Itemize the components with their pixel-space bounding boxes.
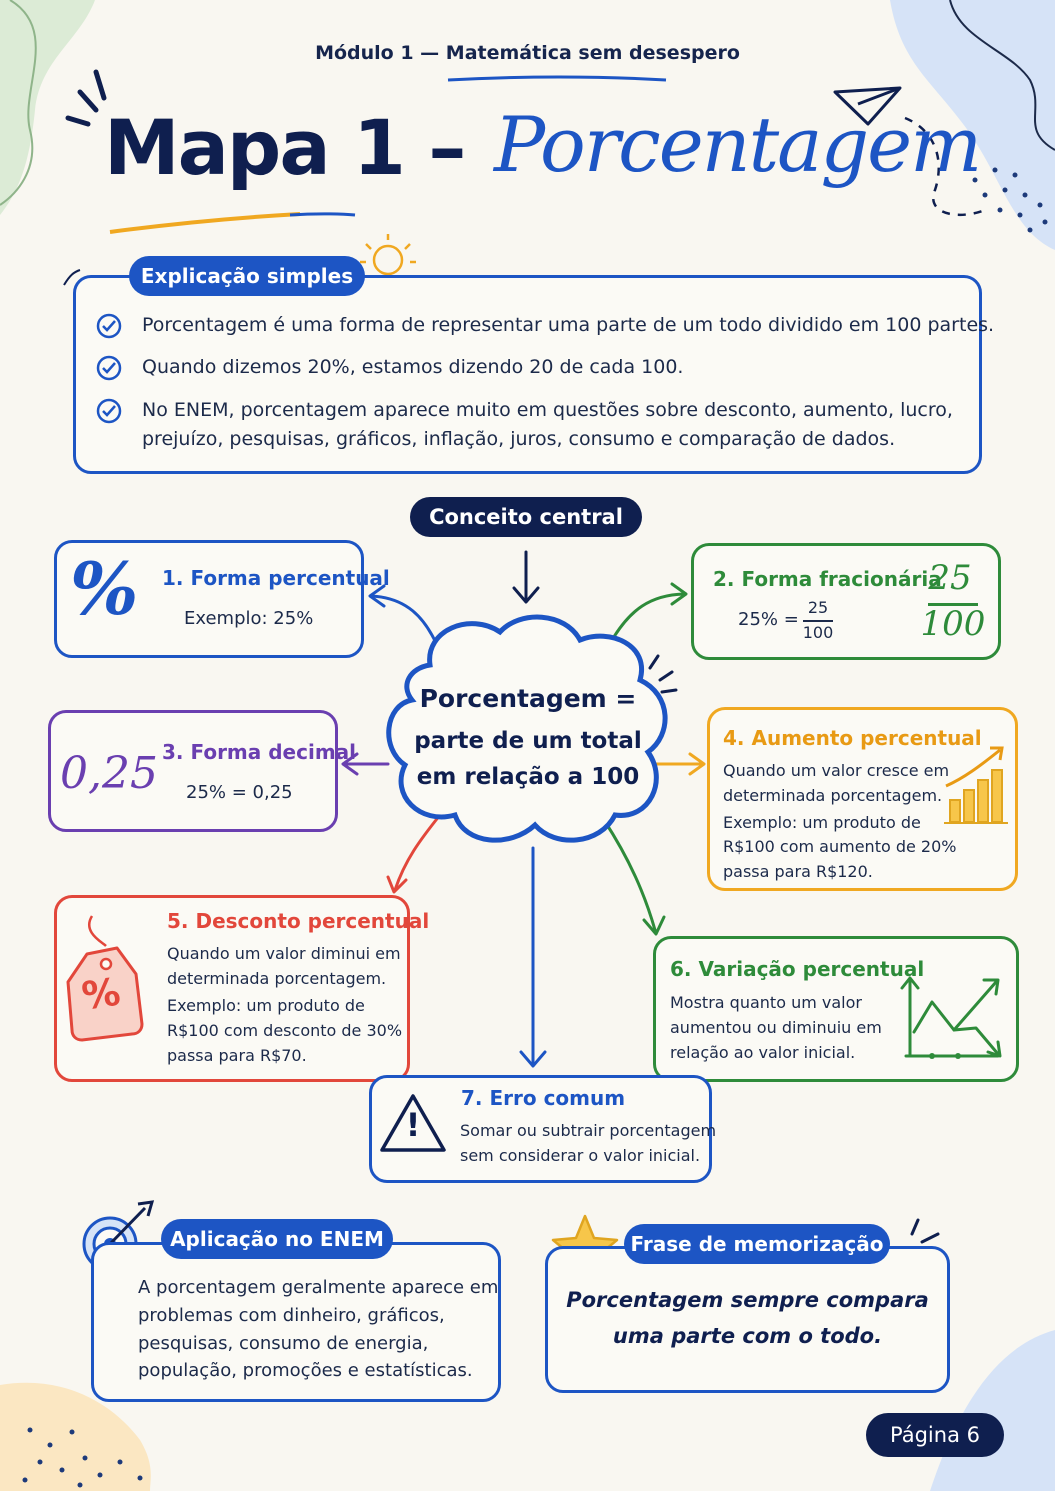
increase-line-4: R$100 com aumento de 20% (723, 837, 957, 856)
price-tag-percent: % (79, 969, 123, 1019)
check-icon (96, 355, 122, 381)
enem-label: Aplicação no ENEM (161, 1219, 393, 1259)
enem-line-2: problemas com dinheiro, gráficos, (138, 1305, 445, 1326)
line-chart-variation-icon (898, 970, 1008, 1062)
variation-line-1: Mostra quanto um valor (670, 993, 862, 1012)
bar-chart-increase-icon (940, 742, 1010, 826)
discount-line-5: passa para R$70. (167, 1046, 307, 1065)
explanation-item-3: No ENEM, porcentagem aparece muito em questões sobre desconto, aumento, lucro, (142, 399, 953, 421)
card-decimal-text: 25% = 0,25 (186, 782, 293, 803)
card-decimal-title: 3. Forma decimal (162, 740, 357, 764)
module-heading: Módulo 1 — Matemática sem desespero (315, 42, 740, 64)
card-variation-title: 6. Variação percentual (670, 957, 925, 981)
discount-line-3: Exemplo: um produto de (167, 996, 365, 1015)
discount-line-1: Quando um valor diminui em (167, 944, 401, 963)
increase-line-3: Exemplo: um produto de (723, 813, 921, 832)
fraction-bar (803, 620, 833, 622)
card-percent-text: Exemplo: 25% (184, 608, 314, 629)
memorization-label: Frase de memorização (624, 1224, 890, 1264)
central-concept-label: Conceito central (410, 497, 642, 537)
big-fraction-numerator: 25 (928, 558, 972, 598)
fraction-denominator: 100 (802, 623, 834, 642)
fraction-eq-left: 25% = (738, 609, 799, 630)
explanation-item-1: Porcentagem é uma forma de representar uma parte de um todo dividido em 100 partes. (142, 314, 995, 336)
memorization-line-1: Porcentagem sempre compara (566, 1288, 929, 1312)
fraction-numerator: 25 (807, 598, 829, 617)
variation-line-3: relação ao valor inicial. (670, 1043, 856, 1062)
card-increase-title: 4. Aumento percentual (723, 726, 982, 750)
memorization-box (545, 1246, 950, 1393)
explanation-item-3-cont: prejuízo, pesquisas, gráficos, inflação, juros, consumo e comparação de dados. (142, 428, 896, 450)
page-number-badge: Página 6 (866, 1413, 1004, 1457)
card-fraction-title: 2. Forma fracionária (713, 567, 942, 591)
error-line-1: Somar ou subtrair porcentagem (460, 1121, 717, 1140)
variation-line-2: aumentou ou diminuiu em (670, 1018, 882, 1037)
check-icon (96, 313, 122, 339)
discount-line-2: determinada porcentagem. (167, 969, 387, 988)
page-title-main: Mapa 1 – (104, 103, 465, 192)
discount-line-4: R$100 com desconto de 30% (167, 1021, 403, 1040)
increase-line-5: passa para R$120. (723, 862, 873, 881)
memorization-line-2: uma parte com o todo. (612, 1324, 883, 1348)
enem-line-3: pesquisas, consumo de energia, (138, 1333, 429, 1354)
cloud-line-2: parte de um total (414, 728, 642, 754)
error-line-2: sem considerar o valor inicial. (460, 1146, 701, 1165)
cloud-line-3: em relação a 100 (416, 764, 640, 790)
explanation-label: Explicação simples (129, 256, 365, 296)
check-icon (96, 398, 122, 424)
enem-line-4: população, promoções e estatísticas. (138, 1360, 473, 1381)
warning-mark: ! (405, 1106, 421, 1144)
card-discount-title: 5. Desconto percentual (167, 909, 430, 933)
big-fraction-denominator: 100 (920, 604, 986, 644)
card-percent-title: 1. Forma percentual (162, 566, 390, 590)
increase-line-1: Quando um valor cresce em (723, 761, 950, 780)
percent-icon: % (70, 546, 139, 631)
increase-line-2: determinada porcentagem. (723, 786, 943, 805)
decimal-big-value: 0,25 (60, 748, 158, 799)
cloud-line-1: Porcentagem = (419, 684, 637, 713)
card-error-title: 7. Erro comum (461, 1086, 626, 1110)
enem-line-1: A porcentagem geralmente aparece em (138, 1277, 499, 1298)
explanation-item-2: Quando dizemos 20%, estamos dizendo 20 de cada 100. (142, 356, 684, 378)
page-title-topic: Porcentagem (494, 100, 981, 189)
